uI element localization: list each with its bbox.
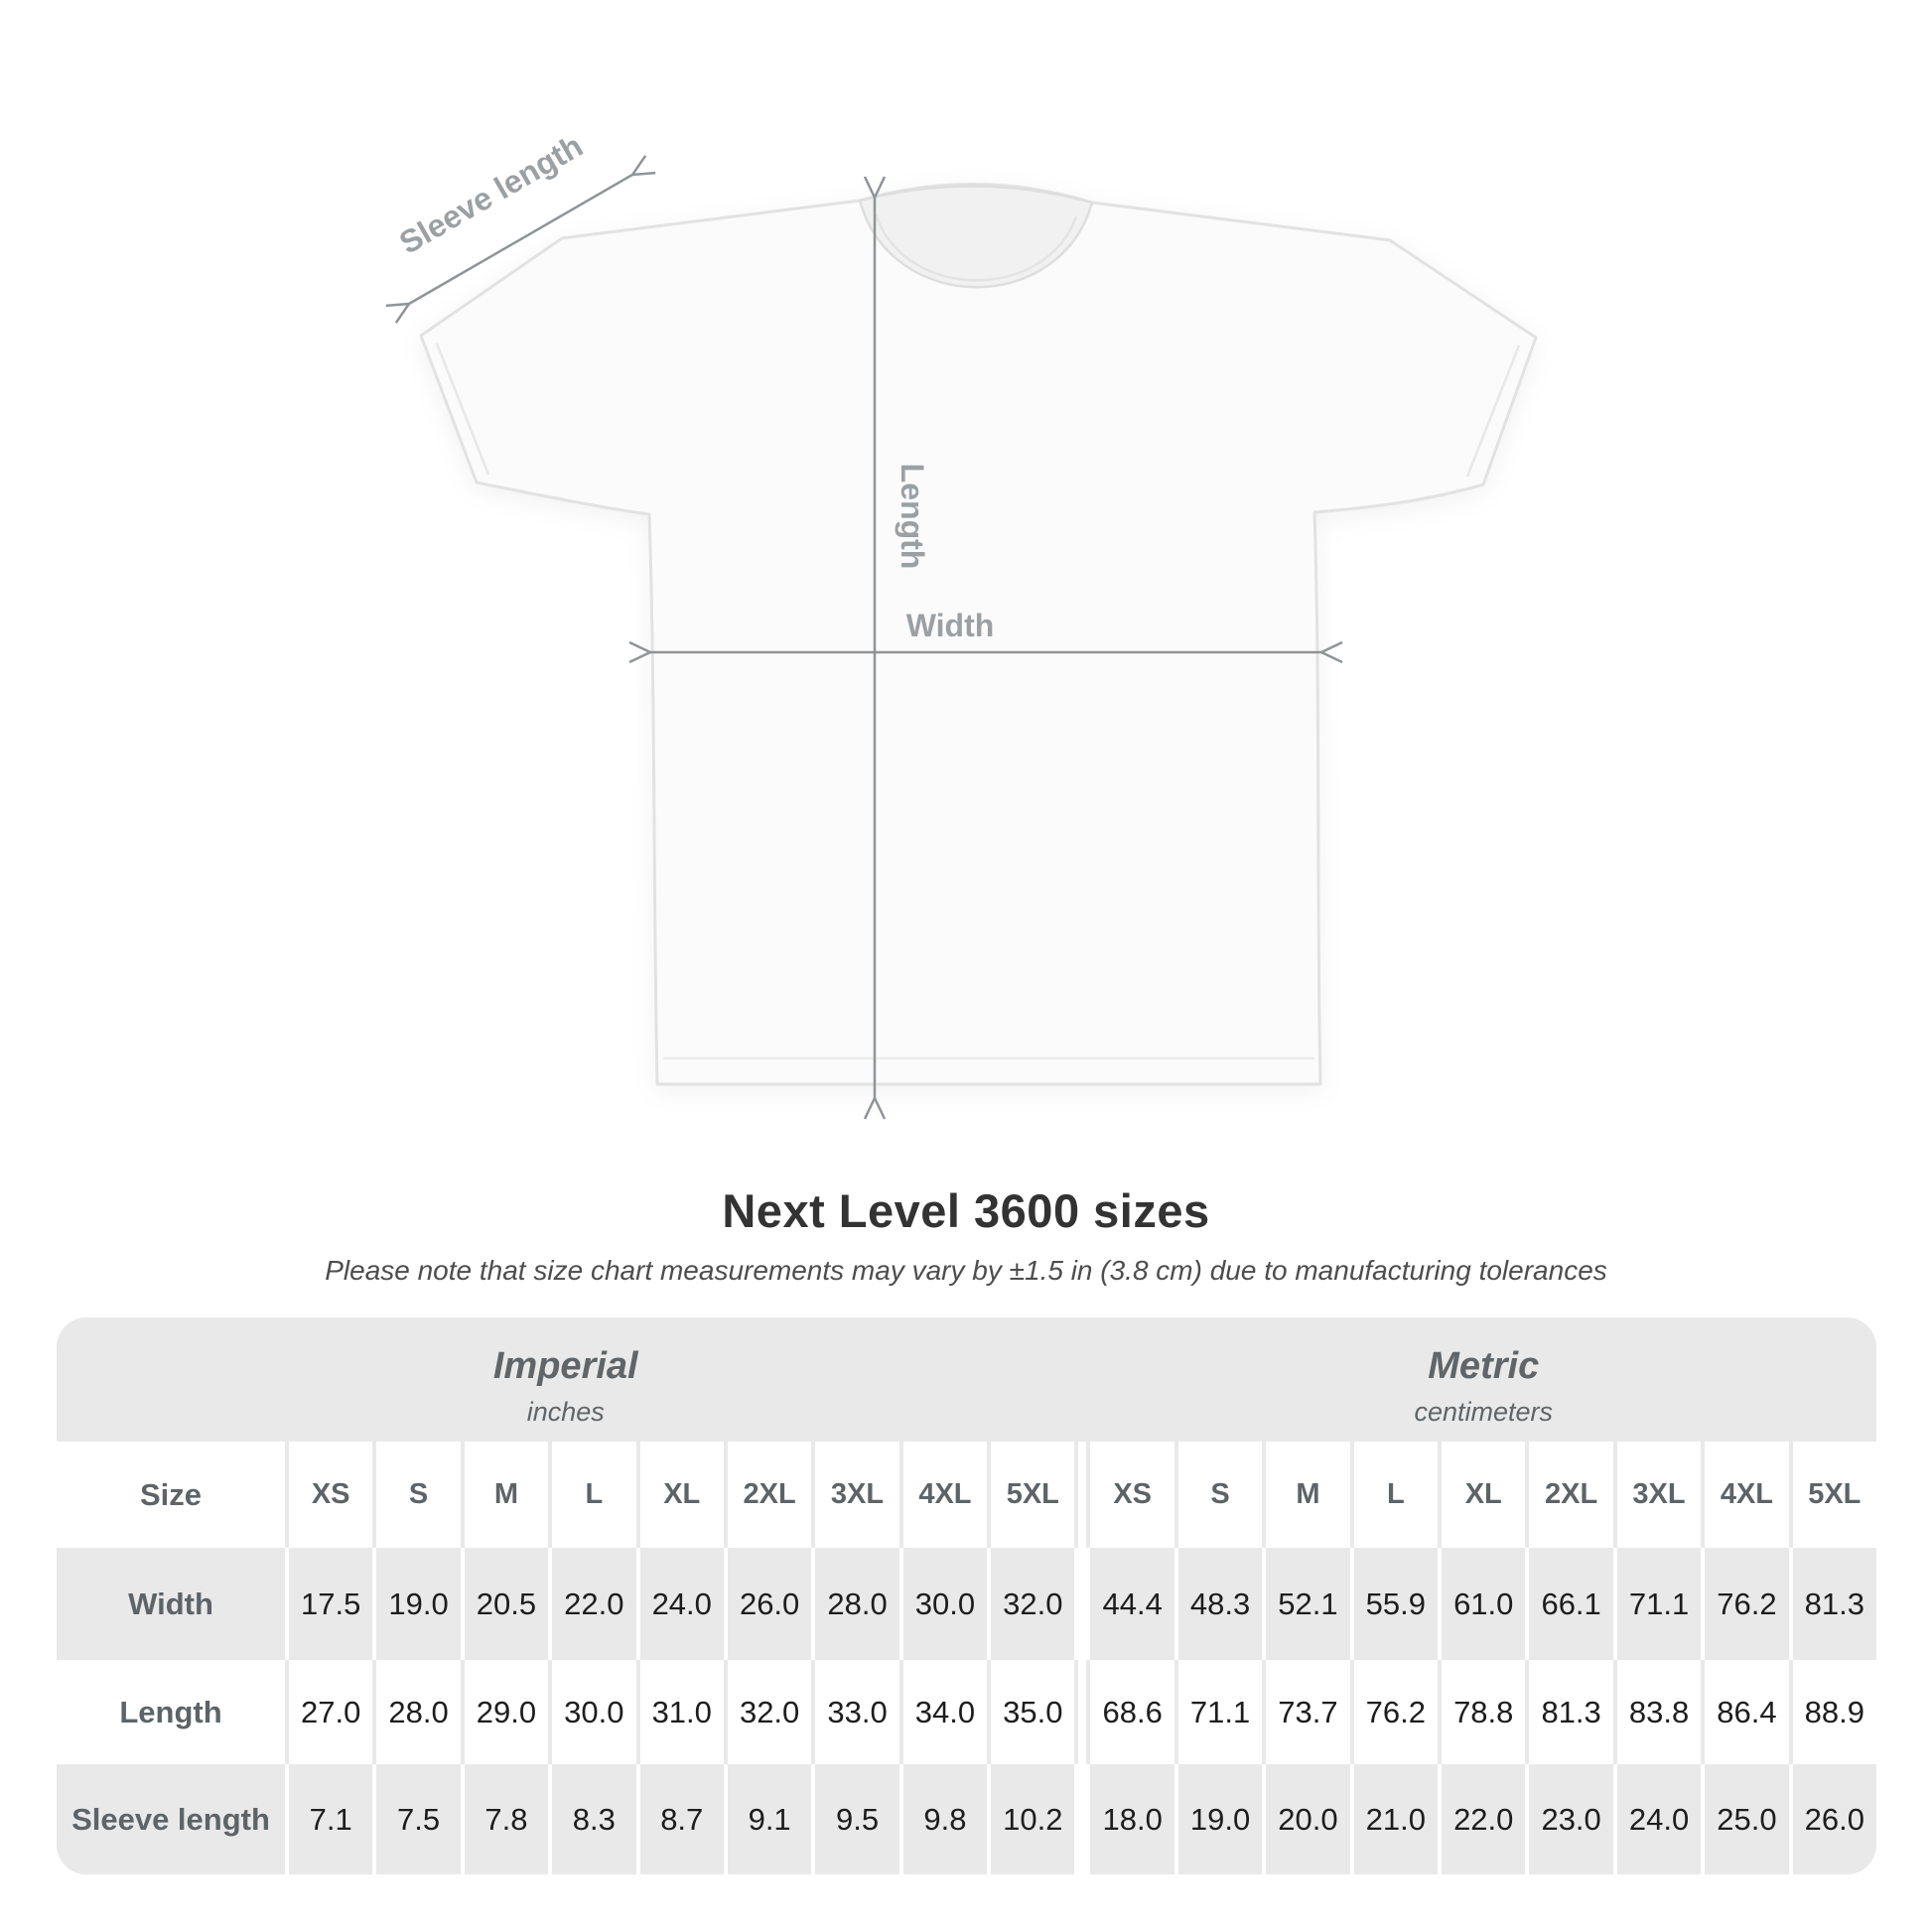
value-cell: 31.0 (640, 1660, 724, 1764)
value-cell: 76.2 (1705, 1548, 1788, 1660)
size-table (57, 1317, 1876, 1874)
value-cell: 71.1 (1617, 1548, 1701, 1660)
unit-group-header (57, 1317, 1876, 1442)
size-col-header: S (376, 1442, 460, 1548)
value-cell: 20.0 (1266, 1764, 1349, 1874)
unit-divider (1078, 1548, 1086, 1660)
value-cell: 73.7 (1266, 1660, 1349, 1764)
value-cell: 33.0 (815, 1660, 898, 1764)
width-label: Width (905, 608, 995, 643)
value-cell: 68.6 (1090, 1660, 1173, 1764)
size-col-header: 4XL (1705, 1442, 1788, 1548)
value-cell: 32.0 (991, 1548, 1074, 1660)
sleeve-length-label: Sleeve length (393, 127, 589, 261)
value-cell: 81.3 (1793, 1548, 1876, 1660)
value-cell: 55.9 (1354, 1548, 1438, 1660)
size-col-header: 5XL (991, 1442, 1074, 1548)
unit-divider (1078, 1660, 1086, 1764)
value-cell: 76.2 (1354, 1660, 1438, 1764)
value-cell: 9.8 (903, 1764, 987, 1874)
row-label: Width (57, 1548, 285, 1660)
size-header: Size (57, 1442, 285, 1548)
value-cell: 32.0 (728, 1660, 811, 1764)
value-cell: 83.8 (1617, 1660, 1701, 1764)
value-cell: 23.0 (1529, 1764, 1612, 1874)
table-row-sleeve-length (57, 1764, 1876, 1874)
metric-group (1091, 1317, 1877, 1442)
value-cell: 9.5 (815, 1764, 898, 1874)
value-cell: 88.9 (1793, 1660, 1876, 1764)
value-cell: 66.1 (1529, 1548, 1612, 1660)
size-col-header: 2XL (728, 1442, 811, 1548)
imperial-group-name: Imperial (492, 1345, 638, 1388)
value-cell: 10.2 (991, 1764, 1074, 1874)
value-cell: 86.4 (1705, 1660, 1788, 1764)
unit-divider (1078, 1442, 1086, 1548)
table-row-length (57, 1660, 1876, 1764)
value-cell: 35.0 (991, 1660, 1074, 1764)
value-cell: 81.3 (1529, 1660, 1612, 1764)
value-cell: 21.0 (1354, 1764, 1438, 1874)
value-cell: 71.1 (1178, 1660, 1262, 1764)
value-cell: 18.0 (1090, 1764, 1173, 1874)
value-cell: 17.5 (289, 1548, 372, 1660)
imperial-group (57, 1317, 1075, 1442)
size-col-header: 3XL (815, 1442, 898, 1548)
value-cell: 8.7 (640, 1764, 724, 1874)
value-cell: 7.1 (289, 1764, 372, 1874)
value-cell: 22.0 (1442, 1764, 1525, 1874)
size-col-header: XS (1090, 1442, 1173, 1548)
value-cell: 24.0 (640, 1548, 724, 1660)
table-row-width (57, 1548, 1876, 1660)
value-cell: 19.0 (376, 1548, 460, 1660)
size-col-header: L (1354, 1442, 1438, 1548)
size-col-header: XS (289, 1442, 372, 1548)
metric-group-name: Metric (1428, 1345, 1540, 1388)
size-col-header: S (1178, 1442, 1262, 1548)
value-cell: 26.0 (1793, 1764, 1876, 1874)
value-cell: 28.0 (815, 1548, 898, 1660)
value-cell: 78.8 (1442, 1660, 1525, 1764)
size-col-header: 4XL (903, 1442, 987, 1548)
value-cell: 48.3 (1178, 1548, 1262, 1660)
metric-group-unit: centimeters (1414, 1396, 1554, 1427)
page-subtitle: Please note that size chart measurements may vary by ±1.5 in (3.8 cm) due to manufacturing tolerances (325, 1255, 1607, 1286)
value-cell: 61.0 (1442, 1548, 1525, 1660)
value-cell: 20.5 (465, 1548, 548, 1660)
row-label: Length (57, 1660, 285, 1764)
value-cell: 28.0 (376, 1660, 460, 1764)
value-cell: 24.0 (1617, 1764, 1701, 1874)
page-title: Next Level 3600 sizes (722, 1184, 1210, 1237)
value-cell: 7.8 (465, 1764, 548, 1874)
value-cell: 30.0 (552, 1660, 635, 1764)
size-col-header: L (552, 1442, 635, 1548)
value-cell: 22.0 (552, 1548, 635, 1660)
row-label: Sleeve length (57, 1764, 285, 1874)
value-cell: 27.0 (289, 1660, 372, 1764)
unit-divider (1078, 1764, 1086, 1874)
size-col-header: 2XL (1529, 1442, 1612, 1548)
size-col-header: 3XL (1617, 1442, 1701, 1548)
size-header-row (57, 1442, 1876, 1548)
size-col-header: M (1266, 1442, 1349, 1548)
value-cell: 19.0 (1178, 1764, 1262, 1874)
length-label: Length (895, 463, 930, 570)
imperial-group-unit: inches (526, 1396, 605, 1427)
value-cell: 30.0 (903, 1548, 987, 1660)
value-cell: 9.1 (728, 1764, 811, 1874)
value-cell: 8.3 (552, 1764, 635, 1874)
value-cell: 52.1 (1266, 1548, 1349, 1660)
value-cell: 29.0 (465, 1660, 548, 1764)
value-cell: 25.0 (1705, 1764, 1788, 1874)
size-col-header: XL (1442, 1442, 1525, 1548)
size-col-header: XL (640, 1442, 724, 1548)
value-cell: 34.0 (903, 1660, 987, 1764)
size-col-header: M (465, 1442, 548, 1548)
size-col-header: 5XL (1793, 1442, 1876, 1548)
value-cell: 7.5 (376, 1764, 460, 1874)
value-cell: 26.0 (728, 1548, 811, 1660)
value-cell: 44.4 (1090, 1548, 1173, 1660)
